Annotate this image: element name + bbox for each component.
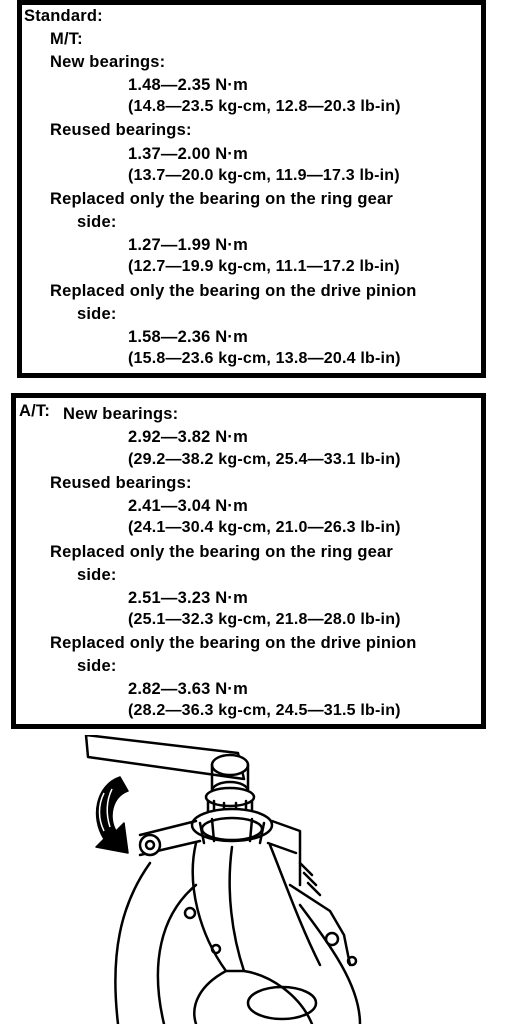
mt-ring-gear-label-line1: Replaced only the bearing on the ring gear bbox=[50, 190, 394, 208]
at-reused-bearings-alt: (24.1—30.4 kg-cm, 21.0—26.3 lb-in) bbox=[128, 519, 401, 536]
at-ring-gear-nm: 2.51—3.23 N·m bbox=[128, 589, 248, 607]
at-new-bearings-label: New bearings: bbox=[63, 405, 179, 423]
mt-new-bearings-alt: (14.8—23.5 kg-cm, 12.8—20.3 lb-in) bbox=[128, 98, 401, 115]
mt-heading: M/T: bbox=[50, 30, 83, 48]
at-drive-pinion-label-line2: side: bbox=[77, 657, 117, 675]
at-drive-pinion-label-line1: Replaced only the bearing on the drive pinion bbox=[50, 634, 417, 652]
mt-reused-bearings-label: Reused bearings: bbox=[50, 121, 192, 139]
mt-drive-pinion-label-line1: Replaced only the bearing on the drive pinion bbox=[50, 282, 417, 300]
at-heading: A/T: bbox=[19, 402, 51, 420]
standard-heading: Standard: bbox=[24, 7, 103, 25]
mt-ring-gear-label-line2: side: bbox=[77, 213, 117, 231]
at-new-bearings-nm: 2.92—3.82 N·m bbox=[128, 428, 248, 446]
at-reused-bearings-label: Reused bearings: bbox=[50, 474, 192, 492]
at-ring-gear-label-line2: side: bbox=[77, 566, 117, 584]
mt-ring-gear-alt: (12.7—19.9 kg-cm, 11.1—17.2 lb-in) bbox=[128, 258, 400, 275]
at-drive-pinion-alt: (28.2—36.3 kg-cm, 24.5—31.5 lb-in) bbox=[128, 702, 401, 719]
mt-drive-pinion-nm: 1.58—2.36 N·m bbox=[128, 328, 248, 346]
at-ring-gear-alt: (25.1—32.3 kg-cm, 21.8—28.0 lb-in) bbox=[128, 611, 401, 628]
mt-reused-bearings-nm: 1.37—2.00 N·m bbox=[128, 145, 248, 163]
mt-reused-bearings-alt: (13.7—20.0 kg-cm, 11.9—17.3 lb-in) bbox=[128, 167, 400, 184]
mt-new-bearings-nm: 1.48—2.35 N·m bbox=[128, 76, 248, 94]
mt-drive-pinion-label-line2: side: bbox=[77, 305, 117, 323]
mt-drive-pinion-alt: (15.8—23.6 kg-cm, 13.8—20.4 lb-in) bbox=[128, 350, 401, 367]
at-new-bearings-alt: (29.2—38.2 kg-cm, 25.4—33.1 lb-in) bbox=[128, 451, 401, 468]
at-ring-gear-label-line1: Replaced only the bearing on the ring gear bbox=[50, 543, 394, 561]
mt-ring-gear-nm: 1.27—1.99 N·m bbox=[128, 236, 248, 254]
at-drive-pinion-nm: 2.82—3.63 N·m bbox=[128, 680, 248, 698]
mt-new-bearings-label: New bearings: bbox=[50, 53, 166, 71]
torque-wrench-on-differential-icon bbox=[0, 735, 512, 1024]
at-reused-bearings-nm: 2.41—3.04 N·m bbox=[128, 497, 248, 515]
